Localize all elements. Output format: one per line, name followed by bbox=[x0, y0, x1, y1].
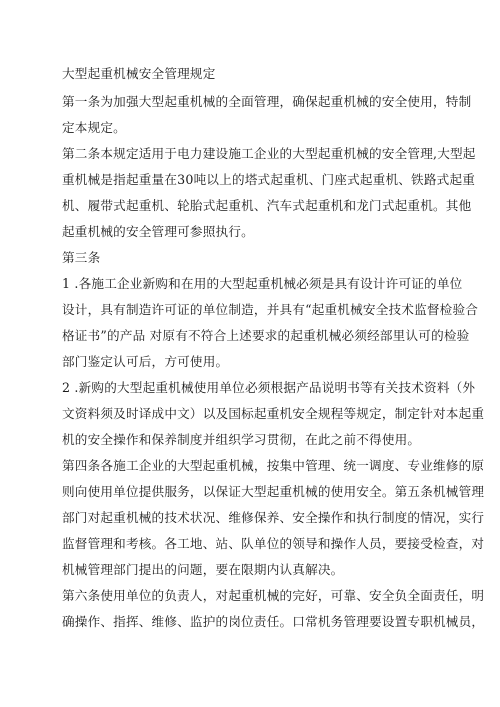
text-line: 确操作、指挥、维修、监护的岗位责任。口常机务管理要设置专职机械员， bbox=[62, 614, 485, 629]
text-line: 机的安全操作和保养制度并组织学习贯彻，在此之前不得使用。 bbox=[62, 432, 421, 447]
text-line: 监督管理和考核。各工地、站、队单位的领导和操作人员，要接受检查，对 bbox=[62, 536, 485, 551]
document-title: 大型起重机械安全管理规定 bbox=[62, 66, 216, 81]
text-line: 格证书”的产品 对原有不符合上述要求的起重机械必须经部里认可的检验 bbox=[62, 328, 470, 343]
text-line: 设计，具有制造许可证的单位制造，并具有“起重机械安全技术监督检验合 bbox=[62, 302, 479, 317]
text-line: 第一条为加强大型起重机械的全面管理，确保起重机械的安全使用，特制 bbox=[62, 94, 472, 109]
text-line: 第二条本规定适用于电力建设施工企业的大型起重机械的安全管理,大型起 bbox=[62, 146, 476, 161]
text-line: 机械管理部门提出的问题，要在限期内认真解决。 bbox=[62, 562, 344, 577]
text-line: 则向使用单位提供服务，以保证大型起重机械的使用安全。第五条机械管理 bbox=[62, 484, 485, 499]
text-line: 文资料须及时译成中文）以及国标起重机安全规程等规定，制定针对本起重 bbox=[62, 406, 485, 421]
text-line: 部门对起重机械的技术状况、维修保养、安全操作和执行制度的情况，实行 bbox=[62, 510, 485, 525]
text-line: 起重机械的安全管理可参照执行。 bbox=[62, 224, 254, 239]
text-line: 重机械是指起重量在30吨以上的塔式起重机、门座式起重机、铁路式起重 bbox=[62, 172, 476, 187]
text-line: 第六条使用单位的负责人，对起重机械的完好，可靠、安全负全面责任，明 bbox=[62, 588, 485, 603]
text-line: 部门鉴定认可后，方可使用。 bbox=[62, 354, 229, 369]
text-line: 第四条各施工企业的大型起重机械，按集中管理、统一调度、专业维修的原 bbox=[62, 458, 485, 473]
text-line: 第三条 bbox=[62, 250, 101, 265]
text-line: 2 .新购的大型起重机械使用单位必须根据产品说明书等有关技术资料（外 bbox=[62, 380, 476, 395]
text-line: 1 .各施工企业新购和在用的大型起重机械必须是具有设计许可证的单位 bbox=[62, 276, 463, 291]
text-line: 机、履带式起重机、轮胎式起重机、汽车式起重机和龙门式起重机。其他 bbox=[62, 198, 472, 213]
text-line: 定本规定。 bbox=[62, 120, 126, 135]
